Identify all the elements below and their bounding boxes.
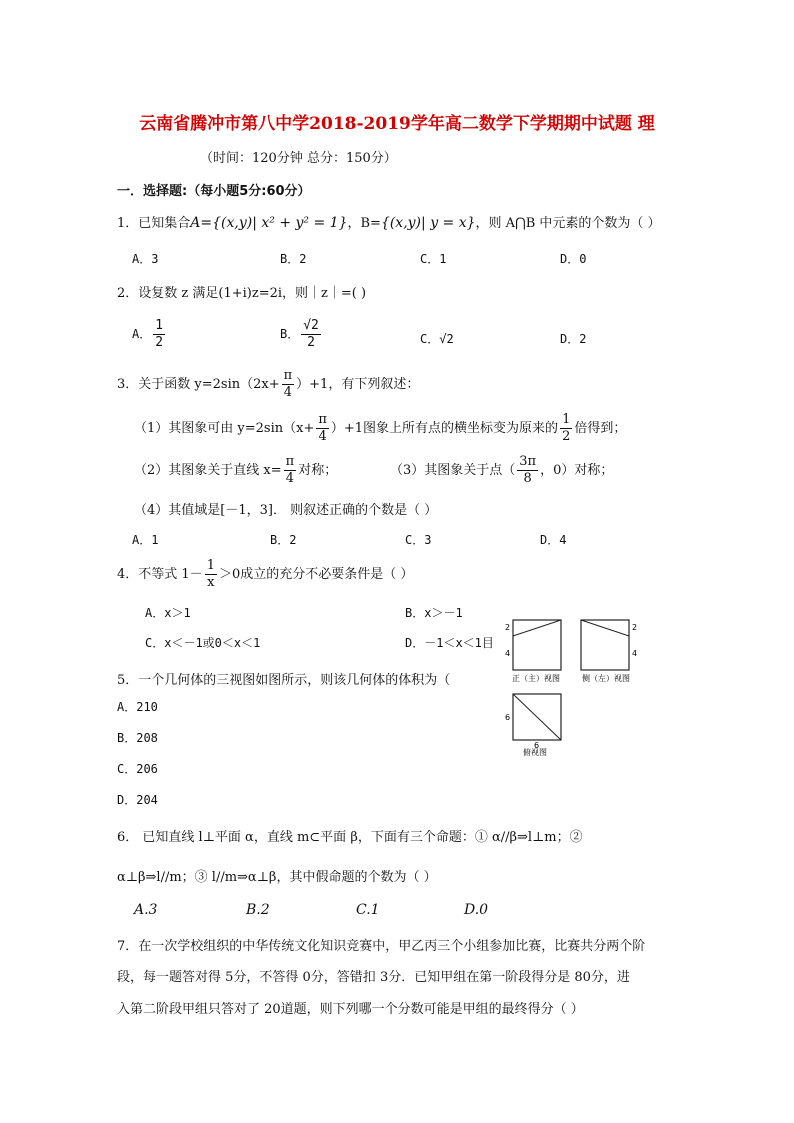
q3-stem-a: 3．关于函数 y=2sin（2x+ (117, 377, 280, 392)
q3-s2-den: 4 (285, 471, 295, 486)
q3-s2-b: 对称； (298, 463, 338, 478)
q5-option-c: C．206 (117, 762, 158, 776)
q2-option-c: C．√2 (420, 332, 454, 346)
q3-option-d: D．4 (540, 533, 567, 547)
q1-option-a: A．3 (132, 252, 159, 266)
q3-s1-num: π (318, 412, 327, 427)
q2-option-b-num: √2 (303, 318, 319, 333)
q1-option-b: B．2 (280, 252, 307, 266)
front-view-label: 正（主）视图 (512, 674, 560, 683)
q3-s1-c: 倍得到； (574, 421, 627, 436)
question-4 (117, 558, 413, 591)
q6-option-b: B.2 (246, 902, 270, 918)
top-view-diagonal (513, 694, 561, 740)
q3-stem-den: 4 (283, 385, 293, 400)
q3-statement-1 (134, 412, 626, 445)
q3-stem-num: π (283, 368, 293, 383)
q5-option-b: B．208 (117, 731, 158, 745)
q4-option-a: A．x＞1 (145, 606, 191, 620)
q6-option-d: D.0 (464, 902, 489, 918)
dim-label: 4 (632, 649, 638, 658)
q3-s2-a: （2）其图象关于直线 x= (134, 463, 282, 478)
q2-option-a-label: A． (132, 327, 152, 341)
dim-label: 4 (505, 649, 511, 658)
dim-label: 6 (505, 713, 511, 722)
q1-option-d: D．0 (560, 252, 587, 266)
q3-option-a: A．1 (132, 533, 159, 547)
dim-label: 6 (534, 741, 540, 750)
q3-statement-3 (390, 454, 613, 487)
q4-stem-b: ＞0成立的充分不必要条件是（ ） (218, 567, 414, 582)
q3-s2-num: π (285, 454, 295, 469)
q3-option-c: C．3 (405, 533, 432, 547)
side-view-label: 侧（左）视图 (582, 674, 630, 683)
q3-s1-den: 4 (318, 429, 327, 444)
q4-stem-fraction (205, 558, 217, 591)
question-2: 2．设复数 z 满足(1+i)z=2i，则｜z｜=( ) (117, 286, 367, 301)
q4-stem-num: 1 (206, 558, 215, 573)
q2-option-a (132, 318, 167, 351)
q3-stem-fraction (282, 368, 295, 401)
question-7-line-1: 7．在一次学校组织的中华传统文化知识竞赛中，甲乙丙三个小组参加比赛，比赛共分两个阶 (117, 939, 646, 954)
q2-option-d: D．2 (560, 332, 587, 346)
q3-s1-fraction-2 (560, 412, 572, 445)
q4-option-c: C．x＜－1或0＜x＜1 (145, 636, 261, 650)
q5-option-a: A．210 (117, 700, 158, 714)
q3-option-b: B．2 (270, 533, 297, 547)
q4-option-b: B．x＞－1 (405, 606, 463, 620)
q3-s1-b: ）+1图象上所有点的横坐标变为原来的 (330, 421, 559, 436)
q1-option-c: C．1 (420, 252, 447, 266)
question-5: 5．一个几何体的三视图如图所示，则该几何体的体积为（ (117, 673, 451, 688)
top-view-label: 俯视图 (523, 748, 547, 756)
three-view-figure (498, 614, 648, 756)
q2-option-b (280, 318, 323, 351)
q3-s1-den-2: 2 (562, 429, 571, 444)
question-7-line-3: 入第二阶段甲组只答对了 20道题，则下列哪一个分数可能是甲组的最终得分（ ） (117, 1002, 584, 1017)
q3-s3-b: ，0）对称； (540, 463, 614, 478)
q1-set-a: A= (190, 215, 213, 231)
q4-option-d: D．－1＜x＜1目 (405, 636, 494, 650)
question-1 (117, 212, 661, 231)
q3-s1-num-2: 1 (562, 412, 571, 427)
page-title: 云南省腾冲市第八中学2018-2019学年高二数学下学期期中试题 理 (139, 114, 655, 134)
q2-option-b-label: B． (280, 327, 300, 341)
section-heading: 一．选择题:（每小题5分:60分） (117, 184, 311, 199)
q4-stem-a: 4．不等式 1－ (117, 567, 203, 582)
question-6-line-2: α⊥β⇒l//m；③ l//m⇒α⊥β，其中假命题的个数为（ ） (117, 870, 437, 885)
q3-s3-fraction (517, 454, 538, 487)
q2-option-b-fraction (301, 318, 321, 351)
q1-set-b: ，B= (347, 216, 381, 231)
q1-stem-a: 1．已知集合 (117, 216, 191, 231)
question-7-line-2: 段，每一题答对得 5分，不答得 0分，答错扣 3分．已知甲组在第一阶段得分是 80分，进 (117, 970, 630, 985)
q4-stem-den: x (207, 575, 215, 590)
q3-s2-fraction (284, 454, 297, 487)
q2-option-b-den: 2 (307, 335, 315, 350)
q6-option-a: A.3 (134, 902, 158, 918)
dim-label: 2 (505, 623, 511, 632)
q2-option-a-fraction (153, 318, 165, 351)
q3-stem-b: ）+1，有下列叙述： (296, 377, 420, 392)
exam-info: （时间：120分钟 总分：150分） (200, 151, 397, 166)
q3-s1-a: （1）其图象可由 y=2sin（x+ (134, 421, 315, 436)
q3-statement-4: （4）其值域是[－1，3]． 则叙述正确的个数是（ ） (134, 503, 438, 518)
side-view-diagonal (581, 620, 629, 636)
q6-option-c: C.1 (356, 902, 380, 918)
q2-option-a-den: 2 (155, 335, 164, 350)
q1-stem-b: ，则 A⋂B 中元素的个数为（ ） (475, 216, 661, 231)
q3-s3-a: （3）其图象关于点（ (390, 463, 516, 478)
question-6-line-1: 6． 已知直线 l⊥平面 α，直线 m⊂平面 β，下面有三个命题：① α//β⇒l⊥m；② (117, 830, 583, 845)
q3-statement-2 (134, 454, 337, 487)
q5-option-d: D．204 (117, 793, 158, 807)
question-3 (117, 368, 419, 401)
q1-set-b-math: {(x,y)| y = x} (380, 215, 476, 231)
q1-set-a-math: {(x,y)| x² + y² = 1} (212, 215, 348, 231)
q3-s3-num: 3π (519, 454, 537, 469)
q3-s1-fraction (316, 412, 329, 445)
dim-label: 2 (632, 623, 638, 632)
q2-option-a-num: 1 (155, 318, 164, 333)
q3-s3-den: 8 (523, 471, 532, 486)
front-view-diagonal (513, 620, 561, 636)
